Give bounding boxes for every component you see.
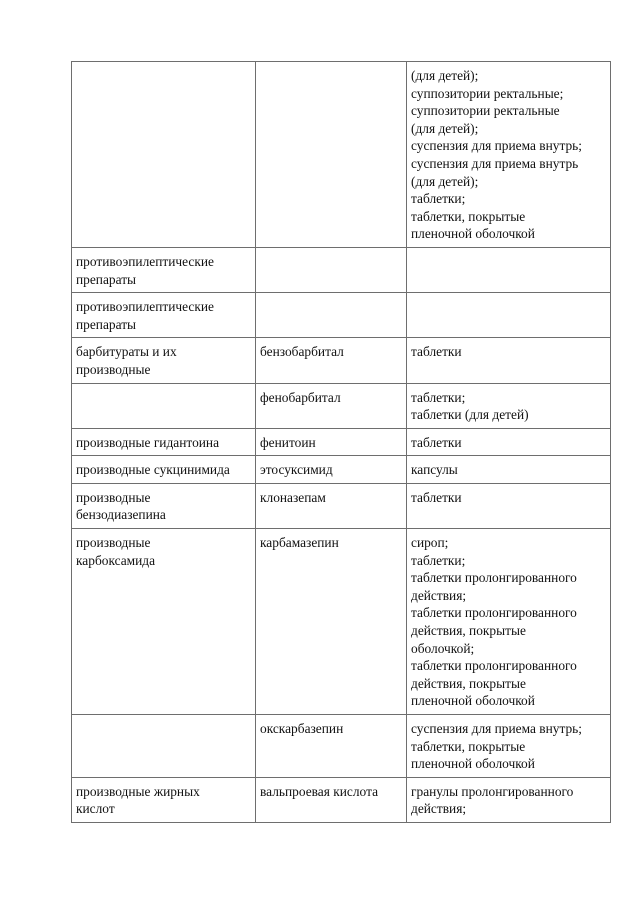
dosage-form-cell [407,383,611,428]
table-row [72,483,611,528]
cell-text-line: таблетки, покрытые [411,738,526,754]
table-row [72,293,611,338]
drug-name-cell [256,456,407,484]
group-cell [72,247,256,292]
group-cell [72,428,256,456]
drug-name-cell [256,777,407,822]
table-row [72,247,611,292]
table-body [72,62,611,823]
cell-text-line: суспензия для приема внутрь; [411,721,583,736]
cell-text-line: производные [76,361,151,377]
cell-text-line: фенобарбитал [260,389,341,405]
cell-text-line: препараты [76,316,137,332]
cell-text-line: карбоксамида [76,552,156,568]
cell-text-line: таблетки пролонгированного [411,570,577,586]
drug-list-table [71,61,611,823]
cell-text-line: препараты [76,271,137,287]
cell-text-line: суппозитории ректальные; [411,85,564,101]
table-row [72,777,611,822]
cell-text-line: бензодиазепина [76,507,166,523]
cell-text-line: действия, покрытые [411,623,526,639]
cell-text-line: таблетки, покрытые [411,208,526,224]
cell-text-line: суспензия для приема внутрь [411,155,579,171]
dosage-form-cell [407,456,611,484]
cell-text-line: оболочкой; [411,640,475,656]
cell-text-line: производные [76,489,151,505]
drug-name-cell [256,338,407,383]
table-row [72,456,611,484]
cell-text-line: вальпроевая кислота [260,783,379,799]
cell-text-line: противоэпилептические [76,299,214,315]
drug-name-cell [256,293,407,338]
dosage-form-cell [407,715,611,778]
drug-name-cell [256,483,407,528]
table-row [72,383,611,428]
table-row [72,529,611,715]
group-cell [72,293,256,338]
cell-text-line: производные сукцинимида [76,462,230,478]
group-cell [72,456,256,484]
table-row [72,715,611,778]
group-cell [72,338,256,383]
drug-name-cell [256,247,407,292]
cell-text-line: фенитоин [260,434,316,450]
cell-text-line: пленочной оболочкой [411,693,535,709]
cell-text-line: барбитураты и их [76,344,177,360]
cell-text-line: этосуксимид [260,462,333,478]
cell-text-line: (для детей); [411,120,479,136]
cell-text-line: карбамазепин [260,535,339,551]
cell-text-line: таблетки [411,344,462,360]
cell-text-line: таблетки (для детей) [411,407,529,423]
cell-text-line: пленочной оболочкой [411,226,535,242]
cell-text-line: окскарбазепин [260,721,344,736]
cell-text-line: противоэпилептические [76,253,214,269]
cell-text-line: суппозитории ректальные [411,103,560,119]
cell-text-line: кислот [76,801,115,817]
cell-text-line: гранулы пролонгированного [411,783,574,799]
group-cell [72,529,256,715]
cell-text-line: пленочной оболочкой [411,756,535,772]
cell-text-line: таблетки пролонгированного [411,658,577,674]
cell-text-line: таблетки [411,434,462,450]
cell-text-line: клоназепам [260,489,326,505]
dosage-form-cell [407,338,611,383]
drug-name-cell [256,529,407,715]
cell-text-line: бензобарбитал [260,344,344,360]
dosage-form-cell [407,247,611,292]
cell-text-line: суспензия для приема внутрь; [411,138,583,154]
cell-text-line: таблетки пролонгированного [411,605,577,621]
table-row [72,428,611,456]
group-cell [72,383,256,428]
table-row [72,62,611,248]
dosage-form-cell [407,62,611,248]
table-row [72,338,611,383]
cell-text-line: (для детей); [411,173,479,189]
dosage-form-cell [407,293,611,338]
drug-name-cell [256,715,407,778]
cell-text-line: производные жирных [76,783,200,799]
dosage-form-cell [407,483,611,528]
cell-text-line: действия, покрытые [411,675,526,691]
cell-text-line: таблетки; [411,552,466,568]
cell-text-line: (для детей); [411,68,479,83]
cell-text-line: сироп; [411,535,449,551]
group-cell [72,62,256,248]
cell-text-line: таблетки; [411,191,466,207]
cell-text-line: действия; [411,587,467,603]
cell-text-line: таблетки [411,489,462,505]
cell-text-line: производные гидантоина [76,434,220,450]
cell-text-line: таблетки; [411,389,466,405]
dosage-form-cell [407,428,611,456]
dosage-form-cell [407,777,611,822]
cell-text-line: производные [76,535,151,551]
cell-text-line: капсулы [411,462,458,478]
drug-name-cell [256,62,407,248]
cell-text-line: действия; [411,801,467,817]
group-cell [72,777,256,822]
drug-name-cell [256,383,407,428]
group-cell [72,715,256,778]
drug-name-cell [256,428,407,456]
dosage-form-cell [407,529,611,715]
group-cell [72,483,256,528]
